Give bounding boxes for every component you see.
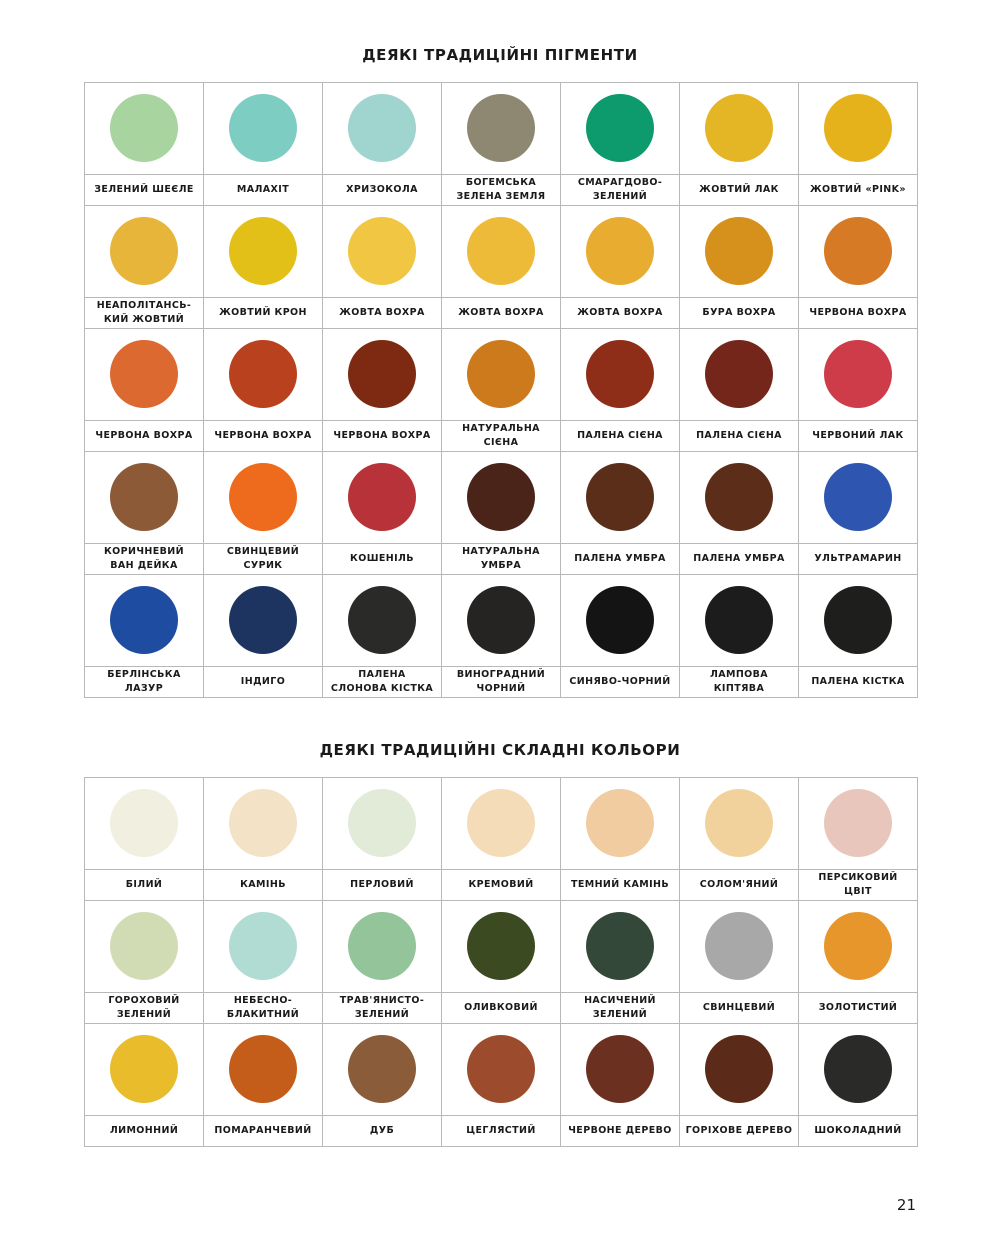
swatch-area — [680, 206, 798, 298]
swatch-area — [323, 901, 441, 993]
swatch-area — [204, 901, 322, 993]
color-label: НАТУРАЛЬНА СІЄНА — [462, 422, 540, 448]
color-label: ІНДИГО — [240, 675, 286, 687]
color-cell — [680, 329, 799, 452]
swatch-area — [680, 83, 798, 175]
color-swatch — [824, 1035, 892, 1103]
color-label: БЕРЛІНСЬКА ЛАЗУР — [107, 668, 181, 694]
color-cell — [442, 1024, 561, 1147]
color-label: ЦЕГЛЯСТИЙ — [466, 1124, 536, 1136]
swatch-area — [680, 901, 798, 993]
color-swatch — [229, 912, 297, 980]
color-label: КОРИЧНЕВИЙ ВАН ДЕЙКА — [103, 545, 184, 571]
color-label: ПОМАРАНЧЕВИЙ — [214, 1124, 312, 1136]
color-label: ОЛИВКОВИЙ — [464, 1001, 538, 1013]
color-swatch — [229, 94, 297, 162]
swatch-area — [85, 778, 203, 870]
color-swatch — [348, 340, 416, 408]
color-swatch — [586, 586, 654, 654]
swatch-area — [799, 778, 917, 870]
swatch-area — [561, 1024, 679, 1116]
color-cell — [323, 1024, 442, 1147]
color-cell — [799, 575, 918, 698]
swatch-area — [799, 452, 917, 544]
color-label: ПАЛЕНА СІЄНА — [577, 429, 663, 441]
color-cell — [323, 901, 442, 1024]
color-cell — [680, 1024, 799, 1147]
color-label: ЖОВТИЙ ЛАК — [699, 183, 779, 195]
swatch-area — [442, 575, 560, 667]
color-swatch — [467, 340, 535, 408]
color-swatch — [229, 463, 297, 531]
swatch-area — [561, 329, 679, 421]
color-cell — [85, 1024, 204, 1147]
color-cell — [561, 452, 680, 575]
color-cell — [85, 206, 204, 329]
pigments-title: ДЕЯКІ ТРАДИЦІЙНІ ПІГМЕНТИ — [362, 46, 638, 64]
swatch-area — [561, 206, 679, 298]
color-swatch — [705, 94, 773, 162]
swatch-area — [561, 83, 679, 175]
color-cell — [85, 575, 204, 698]
color-cell — [799, 901, 918, 1024]
swatch-area — [561, 901, 679, 993]
color-swatch — [348, 586, 416, 654]
color-cell — [442, 452, 561, 575]
color-label: ПАЛЕНА СІЄНА — [696, 429, 782, 441]
color-label: ЧЕРВОНЕ ДЕРЕВО — [568, 1124, 672, 1136]
color-label: ЧЕРВОНА ВОХРА — [214, 429, 312, 441]
color-label: СМАРАГДОВО- ЗЕЛЕНИЙ — [577, 176, 663, 202]
color-swatch — [229, 340, 297, 408]
color-cell — [204, 778, 323, 901]
color-cell — [323, 575, 442, 698]
color-cell — [561, 83, 680, 206]
color-cell — [85, 778, 204, 901]
color-cell — [204, 329, 323, 452]
swatch-area — [204, 575, 322, 667]
color-cell — [85, 83, 204, 206]
color-label: ТРАВ'ЯНИСТО- ЗЕЛЕНИЙ — [339, 994, 425, 1020]
color-swatch — [586, 912, 654, 980]
color-label: ПЕРСИКОВИЙ ЦВІТ — [818, 871, 898, 897]
color-label: МАЛАХІТ — [236, 183, 290, 195]
swatch-area — [799, 83, 917, 175]
color-swatch — [467, 586, 535, 654]
color-label: ПАЛЕНА КІСТКА — [811, 675, 905, 687]
color-cell — [442, 778, 561, 901]
color-label: СВИНЦЕВИЙ СУРИК — [226, 545, 300, 571]
color-cell — [204, 575, 323, 698]
color-swatch — [348, 789, 416, 857]
color-cell — [204, 1024, 323, 1147]
color-cell — [204, 452, 323, 575]
color-cell — [799, 206, 918, 329]
color-label: ЗЕЛЕНИЙ ШЕЄЛЕ — [94, 183, 194, 195]
color-cell — [442, 575, 561, 698]
color-cell — [680, 206, 799, 329]
color-swatch — [110, 463, 178, 531]
color-label: СВИНЦЕВИЙ — [702, 1001, 776, 1013]
color-swatch — [467, 789, 535, 857]
swatch-area — [799, 329, 917, 421]
swatch-area — [442, 452, 560, 544]
complex-colors-title: ДЕЯКІ ТРАДИЦІЙНІ СКЛАДНІ КОЛЬОРИ — [319, 741, 681, 759]
swatch-area — [442, 901, 560, 993]
color-label: КОШЕНІЛЬ — [350, 552, 414, 564]
swatch-area — [323, 206, 441, 298]
color-label: ЖОВТИЙ КРОН — [219, 306, 307, 318]
swatch-area — [323, 329, 441, 421]
color-label: ХРИЗОКОЛА — [346, 183, 418, 195]
color-cell — [442, 83, 561, 206]
color-label: ШОКОЛАДНИЙ — [814, 1124, 902, 1136]
color-label: БОГЕМСЬКА ЗЕЛЕНА ЗЕМЛЯ — [456, 176, 546, 202]
swatch-area — [85, 1024, 203, 1116]
swatch-area — [85, 575, 203, 667]
color-label: НЕБЕСНО- БЛАКИТНИЙ — [226, 994, 300, 1020]
color-cell — [799, 778, 918, 901]
swatch-area — [85, 329, 203, 421]
color-swatch — [467, 94, 535, 162]
color-swatch — [824, 463, 892, 531]
color-cell — [204, 206, 323, 329]
swatch-area — [680, 778, 798, 870]
color-swatch — [586, 94, 654, 162]
color-swatch — [467, 217, 535, 285]
swatch-area — [442, 1024, 560, 1116]
color-cell — [323, 329, 442, 452]
color-swatch — [586, 1035, 654, 1103]
color-swatch — [705, 586, 773, 654]
color-label: НАСИЧЕНИЙ ЗЕЛЕНИЙ — [584, 994, 656, 1020]
color-cell — [561, 329, 680, 452]
color-swatch — [110, 340, 178, 408]
color-swatch — [705, 217, 773, 285]
color-cell — [442, 206, 561, 329]
color-swatch — [586, 340, 654, 408]
color-cell — [799, 1024, 918, 1147]
swatch-area — [323, 83, 441, 175]
color-cell — [680, 575, 799, 698]
swatch-area — [204, 83, 322, 175]
color-cell — [85, 329, 204, 452]
swatch-area — [799, 206, 917, 298]
color-swatch — [110, 912, 178, 980]
color-cell — [561, 575, 680, 698]
color-label: ЖОВТИЙ «PINK» — [810, 183, 906, 195]
color-label: ЧЕРВОНА ВОХРА — [333, 429, 431, 441]
color-cell — [204, 901, 323, 1024]
color-cell — [799, 83, 918, 206]
color-swatch — [229, 789, 297, 857]
color-swatch — [110, 586, 178, 654]
swatch-area — [323, 575, 441, 667]
color-swatch — [229, 217, 297, 285]
color-swatch — [705, 912, 773, 980]
color-label: ПАЛЕНА УМБРА — [693, 552, 785, 564]
color-swatch — [348, 217, 416, 285]
complex-colors-grid — [84, 777, 918, 1147]
swatch-area — [442, 778, 560, 870]
color-label: ТЕМНИЙ КАМІНЬ — [570, 878, 670, 890]
color-swatch — [348, 94, 416, 162]
swatch-area — [561, 452, 679, 544]
color-swatch — [824, 789, 892, 857]
color-swatch — [348, 912, 416, 980]
swatch-area — [561, 778, 679, 870]
color-label: ПАЛЕНА УМБРА — [574, 552, 666, 564]
color-swatch — [824, 94, 892, 162]
color-label: НАТУРАЛЬНА УМБРА — [462, 545, 540, 571]
color-label: ВИНОГРАДНИЙ ЧОРНИЙ — [456, 668, 546, 694]
swatch-area — [442, 329, 560, 421]
color-swatch — [586, 217, 654, 285]
color-label: КАМІНЬ — [240, 878, 286, 890]
color-label: ГОРОХОВИЙ ЗЕЛЕНИЙ — [108, 994, 180, 1020]
color-swatch — [467, 912, 535, 980]
color-swatch — [705, 340, 773, 408]
color-swatch — [348, 463, 416, 531]
swatch-area — [799, 1024, 917, 1116]
color-label: ЖОВТА ВОХРА — [577, 306, 663, 318]
color-cell — [85, 901, 204, 1024]
color-swatch — [705, 1035, 773, 1103]
color-cell — [204, 83, 323, 206]
color-swatch — [229, 586, 297, 654]
color-cell — [323, 778, 442, 901]
color-swatch — [705, 463, 773, 531]
color-label: ПЕРЛОВИЙ — [350, 878, 414, 890]
color-label: ДУБ — [369, 1124, 395, 1136]
color-label: БІЛИЙ — [125, 878, 163, 890]
color-cell — [680, 901, 799, 1024]
color-swatch — [824, 912, 892, 980]
color-cell — [561, 778, 680, 901]
color-swatch — [467, 463, 535, 531]
color-swatch — [705, 789, 773, 857]
color-cell — [799, 329, 918, 452]
swatch-area — [680, 329, 798, 421]
color-cell — [323, 452, 442, 575]
color-label: СИНЯВО-ЧОРНИЙ — [569, 675, 671, 687]
swatch-area — [323, 1024, 441, 1116]
swatch-area — [799, 901, 917, 993]
color-label: НЕАПОЛІТАНСЬ- КИЙ ЖОВТИЙ — [96, 299, 192, 325]
color-swatch — [824, 340, 892, 408]
swatch-area — [204, 329, 322, 421]
color-swatch — [586, 463, 654, 531]
color-swatch — [824, 586, 892, 654]
swatch-area — [204, 1024, 322, 1116]
swatch-area — [204, 778, 322, 870]
swatch-area — [561, 575, 679, 667]
color-swatch — [110, 789, 178, 857]
color-cell — [561, 1024, 680, 1147]
swatch-area — [204, 206, 322, 298]
color-label: ГОРІХОВЕ ДЕРЕВО — [685, 1124, 793, 1136]
swatch-area — [204, 452, 322, 544]
pigments-grid — [84, 82, 918, 698]
swatch-area — [85, 452, 203, 544]
color-cell — [323, 83, 442, 206]
color-cell — [680, 83, 799, 206]
color-swatch — [110, 1035, 178, 1103]
color-swatch — [229, 1035, 297, 1103]
color-cell — [323, 206, 442, 329]
color-swatch — [110, 94, 178, 162]
page-number: 21 — [896, 1196, 916, 1214]
color-label: ЖОВТА ВОХРА — [458, 306, 544, 318]
color-cell — [85, 452, 204, 575]
color-label: СОЛОМ'ЯНИЙ — [699, 878, 779, 890]
swatch-area — [442, 206, 560, 298]
color-cell — [680, 452, 799, 575]
color-cell — [561, 206, 680, 329]
color-label: ЛАМПОВА КІПТЯВА — [709, 668, 769, 694]
color-cell — [680, 778, 799, 901]
swatch-area — [323, 778, 441, 870]
swatch-area — [680, 575, 798, 667]
swatch-area — [85, 83, 203, 175]
swatch-area — [442, 83, 560, 175]
color-label: ЧЕРВОНИЙ ЛАК — [812, 429, 904, 441]
color-cell — [442, 901, 561, 1024]
color-cell — [442, 329, 561, 452]
color-swatch — [110, 217, 178, 285]
color-label: ЛИМОННИЙ — [109, 1124, 179, 1136]
swatch-area — [323, 452, 441, 544]
color-label: ЗОЛОТИСТИЙ — [818, 1001, 898, 1013]
color-label: ПАЛЕНА СЛОНОВА КІСТКА — [330, 668, 434, 694]
swatch-area — [799, 575, 917, 667]
color-swatch — [586, 789, 654, 857]
color-label: ЖОВТА ВОХРА — [339, 306, 425, 318]
color-swatch — [467, 1035, 535, 1103]
color-label: КРЕМОВИЙ — [468, 878, 534, 890]
color-cell — [799, 452, 918, 575]
swatch-area — [85, 206, 203, 298]
color-cell — [561, 901, 680, 1024]
swatch-area — [680, 1024, 798, 1116]
color-label: ЧЕРВОНА ВОХРА — [95, 429, 193, 441]
color-label: УЛЬТРАМАРИН — [814, 552, 902, 564]
color-swatch — [348, 1035, 416, 1103]
swatch-area — [85, 901, 203, 993]
color-label: БУРА ВОХРА — [702, 306, 776, 318]
color-swatch — [824, 217, 892, 285]
color-label: ЧЕРВОНА ВОХРА — [809, 306, 907, 318]
swatch-area — [680, 452, 798, 544]
